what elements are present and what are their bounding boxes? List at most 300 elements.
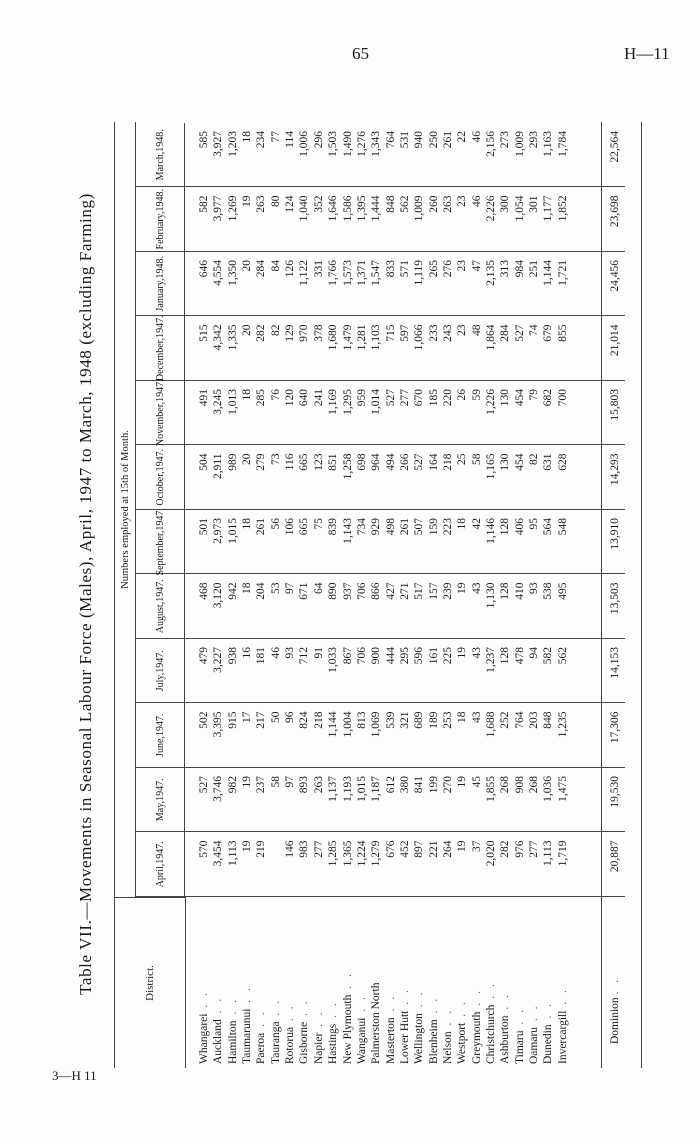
month-header (136, 833, 185, 898)
leader-dots: . . (198, 990, 210, 1014)
table-cell: 234 (255, 131, 268, 149)
table-cell: 241 (312, 389, 325, 407)
table-cell: 959 (355, 389, 368, 407)
table-cell: 670 (413, 389, 426, 407)
table-cell: 279 (255, 453, 268, 471)
month-header-line: August, (154, 601, 166, 634)
district-name (211, 996, 225, 1064)
table-cell: 284 (499, 324, 512, 342)
table-cell: 159 (427, 518, 440, 536)
table-cell: 1,137 (327, 776, 340, 802)
table-cell: 146 (284, 840, 297, 858)
table-cell: 1,146 (485, 518, 497, 544)
district-name-text: Ashburton (499, 1015, 512, 1064)
month-header-line: December, (154, 337, 166, 382)
table-cell: 1,015 (226, 518, 239, 544)
table-cell: 582 (542, 647, 555, 665)
table-cell: 1,350 (226, 260, 239, 286)
table-cell: 1,281 (355, 324, 368, 351)
total-cell: 24,456 (609, 260, 621, 292)
table-cell: 73 (269, 453, 282, 465)
table-cell: 833 (384, 260, 397, 278)
table-cell: 527 (413, 453, 426, 471)
document-code: H—11 (624, 44, 670, 63)
table-cell: 23 (456, 195, 469, 207)
table-cell: 689 (413, 711, 426, 729)
table-cell: 848 (384, 195, 397, 213)
table-cell: 454 (513, 389, 526, 407)
district-name-text: Oamaru (528, 1026, 541, 1064)
table-cell: 494 (384, 453, 397, 471)
table-cell: 233 (427, 324, 440, 342)
table-cell: 20 (241, 324, 254, 336)
table-cell: 161 (427, 647, 440, 665)
table-cell: 123 (312, 453, 325, 471)
table-cell: 938 (226, 647, 239, 665)
table-cell: 157 (427, 582, 440, 600)
table-cell: 43 (470, 647, 483, 659)
table-cell: 26 (456, 389, 469, 401)
table-cell: 22 (456, 131, 469, 143)
table-cell: 1,237 (485, 647, 497, 673)
table-cell: 64 (312, 582, 325, 594)
district-name (197, 990, 211, 1064)
table-cell: 1,285 (327, 840, 340, 867)
table-cell: 682 (542, 389, 555, 407)
month-header-year: 1947. (154, 579, 166, 602)
table-cell: 128 (499, 582, 512, 600)
district-name-text: Westport (456, 1022, 469, 1064)
table-cell: 253 (441, 711, 454, 729)
leader-dots: . . (355, 994, 368, 1018)
table-cell: 263 (255, 195, 268, 213)
table-cell: 1,130 (485, 582, 497, 609)
leader-dots: . . (609, 976, 621, 995)
total-cell: 23,698 (609, 195, 621, 228)
month-header-line: January, (154, 278, 166, 312)
table-cell: 498 (384, 518, 397, 536)
table-cell: 80 (269, 195, 282, 207)
leader-dots: . . (284, 1003, 297, 1027)
month-header-year: 1947. (154, 841, 166, 864)
table-cell: 76 (269, 389, 282, 401)
month-header (136, 317, 185, 382)
table-cell: 855 (556, 324, 569, 342)
table-cell: 507 (413, 518, 426, 536)
table-cell: 43 (470, 711, 483, 723)
table-cell: 48 (470, 324, 483, 336)
table-title: Table VII.—Movements in Seasonal Labour Force (Males), April, 1947 to March, 1948 (excluding Farming) (76, 193, 95, 995)
table-cell: 19 (241, 776, 254, 788)
leader-dots: . . (327, 1000, 340, 1024)
table-cell: 712 (298, 647, 311, 665)
table-cell: 378 (312, 324, 325, 342)
table-cell: 252 (499, 711, 512, 729)
table-cell: 106 (284, 518, 297, 536)
district-name (541, 1001, 555, 1064)
table-cell: 1,143 (341, 518, 354, 544)
leader-dots: . . (255, 1009, 268, 1033)
month-header (136, 446, 185, 511)
district-name-text: Greymouth (470, 1011, 483, 1064)
month-header-line: February, (154, 211, 166, 250)
leader-dots: . . (427, 995, 440, 1020)
district-name (441, 1008, 455, 1064)
table-cell: 900 (370, 647, 383, 665)
table-cell: 1,371 (355, 260, 368, 286)
month-header-line: April, (154, 863, 166, 888)
district-column-header: District. (115, 897, 186, 1068)
table-cell: 264 (441, 840, 454, 858)
district-name (269, 998, 283, 1064)
table-cell: 491 (198, 389, 210, 407)
table-cell: 444 (384, 647, 397, 665)
table-cell: 1,646 (327, 195, 340, 222)
table-cell: 203 (528, 711, 541, 729)
table-cell: 495 (556, 582, 569, 600)
district-name (498, 992, 512, 1064)
table-cell: 94 (528, 647, 541, 659)
table-cell: 1,276 (355, 131, 368, 157)
table-cell: 74 (528, 324, 541, 336)
table-cell: 1,009 (413, 195, 426, 222)
district-name (427, 996, 441, 1064)
table-cell: 293 (528, 131, 541, 149)
table-cell: 204 (255, 582, 268, 600)
table-cell: 1,015 (355, 776, 368, 802)
table-cell: 3,395 (212, 711, 225, 738)
total-label-text: Dominion (609, 997, 621, 1044)
leader-dots: . . (241, 985, 254, 1009)
table-cell: 263 (312, 776, 325, 794)
table-cell: 97 (284, 776, 297, 788)
table-cell: 2,911 (212, 453, 225, 479)
table-cell: 1,224 (355, 840, 368, 867)
table-cell: 427 (384, 582, 397, 600)
table-cell: 1,444 (370, 195, 383, 222)
table-cell: 47 (470, 260, 483, 272)
table-cell: 1,688 (485, 711, 497, 738)
district-name (484, 981, 498, 1064)
table-cell: 454 (513, 453, 526, 471)
table-cell: 268 (528, 776, 541, 794)
month-header-line: May, (154, 800, 166, 822)
district-name (513, 1007, 527, 1064)
district-name-text: Christchurch (485, 1004, 497, 1064)
table-cell: 970 (298, 324, 311, 342)
table-cell: 851 (327, 453, 340, 471)
table-cell: 273 (499, 131, 512, 149)
table-cell: 527 (513, 324, 526, 342)
table-cell: 1,766 (327, 260, 340, 286)
table-cell: 2,020 (485, 840, 497, 867)
month-header (136, 252, 185, 317)
table-cell: 562 (556, 647, 569, 665)
table-cell: 671 (298, 582, 311, 600)
district-name (254, 1009, 268, 1064)
footer-code: 3—H 11 (52, 1068, 97, 1083)
district-name-text: Auckland (212, 1019, 225, 1064)
table-cell: 218 (441, 453, 454, 471)
table-cell: 1,295 (341, 389, 354, 415)
table-cell: 296 (312, 131, 325, 149)
table-cell: 218 (312, 711, 325, 729)
table-cell: 220 (441, 389, 454, 407)
table-cell: 82 (528, 453, 541, 465)
leader-dots: . . (499, 991, 512, 1016)
month-header-line: October, (154, 471, 166, 506)
table-cell: 501 (198, 518, 210, 536)
table-cell: 77 (269, 131, 282, 143)
leader-dots: . . (528, 1003, 541, 1027)
table-cell: 84 (269, 260, 282, 272)
table-cell: 3,746 (212, 776, 225, 802)
month-header-year: 1948. (154, 129, 166, 152)
table-cell: 352 (312, 195, 325, 213)
table-cell: 301 (528, 195, 541, 213)
table-cell: 570 (198, 840, 210, 858)
district-name-text: Gisborne (298, 1021, 311, 1064)
table-cell: 893 (298, 776, 311, 794)
month-header-year: 1947. (154, 650, 166, 673)
table-cell: 46 (470, 195, 483, 207)
table-cell: 665 (298, 453, 311, 471)
month-header-line: March, (154, 151, 166, 181)
table-cell: 1,122 (298, 260, 311, 286)
table-cell: 3,927 (212, 131, 225, 157)
table-cell: 126 (284, 260, 297, 278)
table-cell: 18 (241, 582, 254, 594)
table-cell: 1,144 (327, 711, 340, 738)
table-cell: 53 (269, 582, 282, 594)
leader-dots: . . (470, 988, 483, 1012)
total-cell: 14,153 (609, 647, 621, 679)
table-cell: 984 (513, 260, 526, 278)
table-cell: 19 (456, 776, 469, 788)
table-cell: 223 (441, 518, 454, 536)
table-cell: 2,135 (485, 260, 497, 286)
table-cell: 18 (241, 518, 254, 530)
table-cell: 285 (255, 389, 268, 407)
leader-dots: . . (269, 997, 282, 1022)
district-name-text: Whangarei (198, 1013, 210, 1064)
table-cell: 1,864 (485, 324, 497, 351)
table-cell: 515 (198, 324, 210, 342)
table-cell: 628 (556, 453, 569, 471)
table-cell: 1,006 (298, 131, 311, 157)
table-cell: 219 (255, 840, 268, 858)
table-cell: 1,719 (556, 840, 569, 867)
table-cell: 1,475 (556, 776, 569, 802)
table-cell: 1,069 (370, 711, 383, 738)
table-cell: 79 (528, 389, 541, 401)
district-name (470, 988, 484, 1064)
table-cell: 50 (269, 711, 282, 723)
table-cell: 1,169 (327, 389, 340, 415)
month-header (136, 510, 185, 575)
month-header-year: 1947. (154, 508, 166, 531)
table-cell: 37 (470, 840, 483, 852)
month-header (136, 768, 185, 833)
table-cell: 502 (198, 711, 210, 729)
district-name (355, 994, 369, 1064)
table-cell: 42 (470, 518, 483, 530)
table-cell: 43 (470, 582, 483, 594)
table-cell: 1,009 (513, 131, 526, 157)
district-name (283, 1003, 297, 1064)
table-cell: 734 (355, 518, 368, 536)
table-cell: 640 (298, 389, 311, 407)
table-cell: 19 (456, 840, 469, 852)
table-cell: 282 (499, 840, 512, 858)
table-cell: 866 (370, 582, 383, 600)
table-cell: 124 (284, 195, 297, 213)
table-cell: 128 (499, 647, 512, 665)
table-cell: 1,269 (226, 195, 239, 222)
district-name (240, 985, 254, 1064)
table-cell: 181 (255, 647, 268, 665)
table-cell: 261 (255, 518, 268, 536)
table-cell: 1,279 (370, 840, 383, 867)
table-cell: 539 (384, 711, 397, 729)
table-cell: 270 (441, 776, 454, 794)
district-name (398, 987, 412, 1064)
table-cell: 562 (398, 195, 411, 213)
month-header (136, 704, 185, 769)
table-cell: 277 (312, 840, 325, 858)
table-cell: 23 (456, 260, 469, 272)
table-cell: 19 (241, 195, 254, 207)
table-cell: 93 (528, 582, 541, 594)
district-name (326, 1000, 340, 1064)
table-cell: 1,235 (556, 711, 569, 738)
table-cell: 937 (341, 582, 354, 600)
table-cell: 250 (427, 131, 440, 149)
district-name-text: Paeroa (255, 1032, 268, 1064)
table-cell: 1,144 (542, 260, 555, 286)
leader-dots: . . (441, 1007, 454, 1032)
table-cell: 989 (226, 453, 239, 471)
table-cell: 982 (226, 776, 239, 794)
table-cell: 824 (298, 711, 311, 729)
table-cell: 1,165 (485, 453, 497, 480)
table-cell: 3,454 (212, 840, 225, 867)
table-cell: 282 (255, 324, 268, 342)
table-cell: 295 (398, 647, 411, 665)
table-cell: 612 (384, 776, 397, 794)
leader-dots: . . (456, 999, 469, 1023)
district-name (412, 990, 426, 1064)
table-cell: 2,226 (485, 195, 497, 222)
table-cell: 1,395 (355, 195, 368, 222)
table-cell: 16 (241, 647, 254, 659)
table-cell: 17 (241, 711, 254, 723)
table-cell: 964 (370, 453, 383, 471)
page-number: 65 (352, 44, 369, 63)
leader-dots: . . (384, 993, 397, 1018)
table-cell: 1,013 (226, 389, 239, 415)
table-cell: 478 (513, 647, 526, 665)
table-cell: 1,721 (556, 260, 569, 286)
table-cell: 199 (427, 776, 440, 794)
table-cell: 585 (198, 131, 210, 149)
table-cell: 676 (384, 840, 397, 858)
table-cell: 679 (542, 324, 555, 342)
table-cell: 221 (427, 840, 440, 858)
district-name (384, 994, 398, 1064)
table-cell: 18 (241, 389, 254, 401)
table-cell: 1,177 (542, 195, 555, 222)
table-cell: 261 (441, 131, 454, 149)
total-cell: 20,887 (609, 840, 621, 873)
district-name-text: Timaru (513, 1030, 526, 1064)
district-name-text: Lower Hutt (398, 1010, 411, 1064)
table-cell: 698 (355, 453, 368, 471)
table-cell: 23 (456, 324, 469, 336)
month-header-line: November, (154, 401, 166, 447)
table-cell: 406 (513, 518, 526, 536)
table-cell: 983 (298, 840, 311, 858)
table-cell: 130 (499, 389, 512, 407)
table-cell: 58 (470, 453, 483, 465)
month-header-line: September, (154, 530, 166, 576)
table-cell: 237 (255, 776, 268, 794)
table-cell: 20 (241, 453, 254, 465)
table-cell: 271 (398, 582, 411, 600)
numbers-employed-header: Numbers employed at 15th of Month. (115, 122, 136, 897)
total-cell: 22,564 (609, 131, 621, 163)
table-cell: 538 (542, 582, 555, 600)
table-cell: 265 (427, 260, 440, 278)
table-cell: 185 (427, 389, 440, 407)
table-cell: 1,004 (341, 711, 354, 738)
table-cell: 479 (198, 647, 210, 665)
leader-dots: . . (413, 989, 426, 1014)
table-cell: 313 (499, 260, 512, 278)
table-cell: 56 (269, 518, 282, 530)
total-cell: 13,910 (609, 518, 621, 550)
table-cell: 3,227 (212, 647, 225, 673)
district-name (312, 1009, 326, 1064)
table-cell: 331 (312, 260, 325, 278)
district-name (341, 971, 355, 1064)
table-cell: 129 (284, 324, 297, 342)
table-cell: 277 (398, 389, 411, 407)
table-cell: 1,163 (542, 131, 555, 157)
table-cell: 46 (269, 647, 282, 659)
table-cell: 940 (413, 131, 426, 149)
table-cell: 18 (241, 131, 254, 143)
table-cell: 96 (284, 711, 297, 723)
total-cell: 15,803 (609, 389, 621, 421)
table-cell: 706 (355, 582, 368, 600)
table-cell: 468 (198, 582, 210, 600)
district-name-text: Dunedin (542, 1024, 555, 1064)
table-cell: 3,245 (212, 389, 225, 415)
total-cell: 14,293 (609, 453, 621, 486)
table-cell: 1,193 (341, 776, 354, 802)
table-cell: 897 (413, 840, 426, 858)
data-table (114, 122, 642, 1068)
table-cell: 1,365 (341, 840, 354, 867)
leader-dots: . . (212, 995, 225, 1020)
district-name (226, 997, 240, 1064)
table-cell: 596 (413, 647, 426, 665)
table-cell: 20 (241, 260, 254, 272)
table-cell: 93 (284, 647, 297, 659)
table-cell: 504 (198, 453, 210, 471)
leader-dots: . . (542, 1000, 555, 1025)
